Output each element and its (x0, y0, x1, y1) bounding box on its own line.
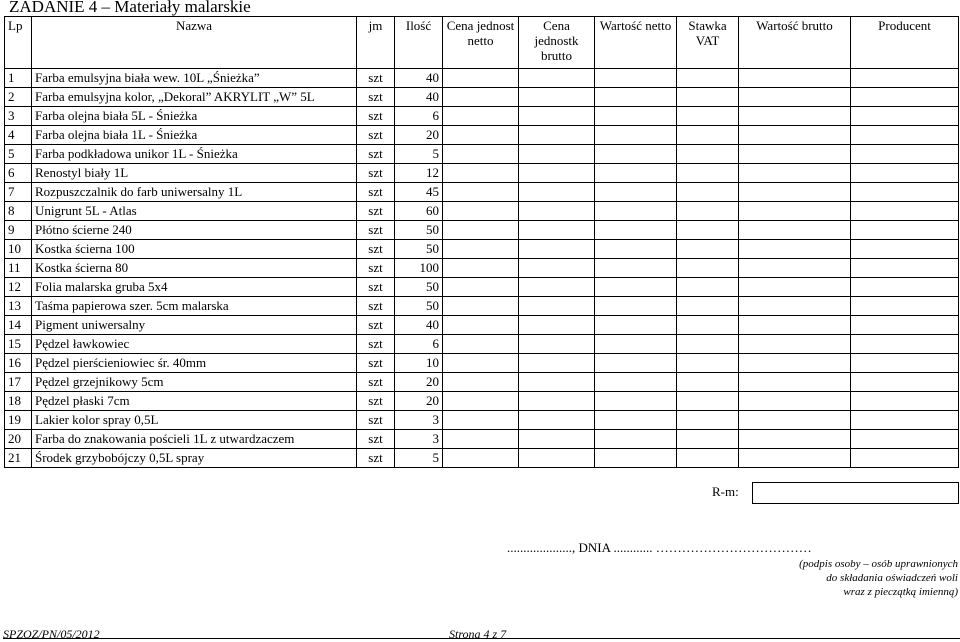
footer-divider (3, 638, 960, 639)
cell-value-gross (739, 107, 851, 126)
materials-table (4, 16, 959, 468)
cell-unit-price-gross (519, 221, 595, 240)
cell-value-gross (739, 88, 851, 107)
cell-lp: 2 (5, 88, 32, 107)
cell-value-net (595, 430, 677, 449)
cell-producer (851, 183, 959, 202)
signature-date-line (507, 540, 812, 556)
cell-unit-price-net (443, 183, 519, 202)
cell-unit: szt (357, 221, 395, 240)
table-row (5, 88, 959, 107)
cell-unit-price-net (443, 221, 519, 240)
table-row (5, 278, 959, 297)
footer-document-id: SPZOZ/PN/05/2012 (3, 627, 100, 641)
cell-value-net (595, 69, 677, 88)
document-title: ZADANIE 4 – Materiały malarskie (9, 0, 251, 16)
signature-note-line: do składania oświadczeń woli (826, 572, 958, 584)
cell-name: Pędzel płaski 7cm (32, 392, 357, 411)
table-row (5, 240, 959, 259)
cell-name: Płótno ścierne 240 (32, 221, 357, 240)
cell-producer (851, 297, 959, 316)
cell-unit-price-gross (519, 259, 595, 278)
cell-unit-price-net (443, 354, 519, 373)
cell-unit-price-gross (519, 392, 595, 411)
cell-unit-price-net (443, 107, 519, 126)
cell-value-gross (739, 373, 851, 392)
cell-name: Rozpuszczalnik do farb uniwersalny 1L (32, 183, 357, 202)
cell-value-gross (739, 145, 851, 164)
cell-value-net (595, 297, 677, 316)
cell-vat-rate (677, 145, 739, 164)
cell-name: Kostka ścierna 80 (32, 259, 357, 278)
cell-name: Środek grzybobójczy 0,5L spray (32, 449, 357, 468)
cell-unit-price-net (443, 69, 519, 88)
cell-value-net (595, 221, 677, 240)
cell-unit-price-gross (519, 240, 595, 259)
cell-name: Taśma papierowa szer. 5cm malarska (32, 297, 357, 316)
cell-value-gross (739, 202, 851, 221)
header-name: Nazwa (32, 17, 357, 69)
cell-qty: 40 (395, 316, 443, 335)
cell-producer (851, 202, 959, 221)
cell-unit-price-gross (519, 145, 595, 164)
cell-unit: szt (357, 430, 395, 449)
cell-producer (851, 278, 959, 297)
cell-name: Pigment uniwersalny (32, 316, 357, 335)
cell-value-gross (739, 221, 851, 240)
cell-unit: szt (357, 259, 395, 278)
cell-vat-rate (677, 240, 739, 259)
cell-unit-price-gross (519, 373, 595, 392)
cell-unit: szt (357, 164, 395, 183)
cell-producer (851, 107, 959, 126)
cell-unit: szt (357, 278, 395, 297)
header-value-net: Wartość netto (595, 17, 677, 69)
cell-vat-rate (677, 164, 739, 183)
cell-value-net (595, 316, 677, 335)
signature-note-line: (podpis osoby – osób uprawnionych (799, 558, 958, 570)
cell-value-gross (739, 297, 851, 316)
cell-value-net (595, 164, 677, 183)
cell-value-net (595, 88, 677, 107)
table-row (5, 126, 959, 145)
cell-unit: szt (357, 145, 395, 164)
cell-qty: 5 (395, 145, 443, 164)
header-vat-rate: Stawka VAT (677, 17, 739, 69)
header-value-gross: Wartość brutto (739, 17, 851, 69)
cell-producer (851, 354, 959, 373)
table-row (5, 183, 959, 202)
cell-qty: 50 (395, 240, 443, 259)
cell-name: Farba emulsyjna biała wew. 10L „Śnieżka” (32, 69, 357, 88)
date-line: ...................., DNIA ............ (507, 540, 653, 555)
cell-value-net (595, 335, 677, 354)
cell-unit-price-gross (519, 164, 595, 183)
cell-value-net (595, 354, 677, 373)
header-qty: Ilość (395, 17, 443, 69)
cell-qty: 5 (395, 449, 443, 468)
cell-value-net (595, 278, 677, 297)
cell-value-net (595, 183, 677, 202)
cell-name: Farba emulsyjna kolor, „Dekoral” AKRYLIT „W” 5L (32, 88, 357, 107)
cell-lp: 18 (5, 392, 32, 411)
cell-unit: szt (357, 126, 395, 145)
cell-vat-rate (677, 316, 739, 335)
cell-qty: 20 (395, 126, 443, 145)
cell-qty: 10 (395, 354, 443, 373)
cell-vat-rate (677, 88, 739, 107)
table-row (5, 392, 959, 411)
table-row (5, 411, 959, 430)
cell-qty: 50 (395, 297, 443, 316)
cell-vat-rate (677, 278, 739, 297)
cell-name: Pędzel grzejnikowy 5cm (32, 373, 357, 392)
cell-producer (851, 373, 959, 392)
cell-qty: 50 (395, 278, 443, 297)
cell-unit-price-gross (519, 183, 595, 202)
cell-qty: 40 (395, 88, 443, 107)
table-row (5, 316, 959, 335)
cell-value-gross (739, 430, 851, 449)
cell-qty: 40 (395, 69, 443, 88)
cell-lp: 3 (5, 107, 32, 126)
table-row (5, 297, 959, 316)
cell-unit: szt (357, 335, 395, 354)
cell-producer (851, 392, 959, 411)
cell-unit-price-net (443, 373, 519, 392)
cell-qty: 100 (395, 259, 443, 278)
table-row (5, 430, 959, 449)
table-row (5, 164, 959, 183)
cell-unit-price-net (443, 202, 519, 221)
cell-name: Pędzel ławkowiec (32, 335, 357, 354)
cell-vat-rate (677, 69, 739, 88)
cell-value-gross (739, 354, 851, 373)
cell-unit-price-net (443, 145, 519, 164)
cell-value-net (595, 107, 677, 126)
cell-lp: 9 (5, 221, 32, 240)
cell-lp: 16 (5, 354, 32, 373)
cell-lp: 1 (5, 69, 32, 88)
cell-value-gross (739, 449, 851, 468)
cell-lp: 13 (5, 297, 32, 316)
cell-producer (851, 164, 959, 183)
cell-value-net (595, 126, 677, 145)
cell-lp: 20 (5, 430, 32, 449)
cell-qty: 6 (395, 335, 443, 354)
cell-lp: 21 (5, 449, 32, 468)
cell-value-gross (739, 240, 851, 259)
table-row (5, 373, 959, 392)
cell-value-gross (739, 164, 851, 183)
cell-unit-price-gross (519, 316, 595, 335)
cell-lp: 19 (5, 411, 32, 430)
cell-producer (851, 335, 959, 354)
cell-name: Kostka ścierna 100 (32, 240, 357, 259)
cell-producer (851, 449, 959, 468)
cell-lp: 17 (5, 373, 32, 392)
cell-vat-rate (677, 335, 739, 354)
cell-value-net (595, 145, 677, 164)
cell-producer (851, 316, 959, 335)
cell-producer (851, 126, 959, 145)
cell-qty: 20 (395, 392, 443, 411)
cell-name: Farba do znakowania pościeli 1L z utwardzaczem (32, 430, 357, 449)
cell-unit-price-net (443, 392, 519, 411)
cell-unit-price-net (443, 164, 519, 183)
cell-lp: 15 (5, 335, 32, 354)
cell-value-net (595, 392, 677, 411)
cell-unit-price-net (443, 430, 519, 449)
header-lp: Lp (5, 17, 32, 69)
cell-value-net (595, 259, 677, 278)
cell-producer (851, 69, 959, 88)
cell-qty: 6 (395, 107, 443, 126)
table-row (5, 145, 959, 164)
cell-name: Farba olejna biała 1L - Śnieżka (32, 126, 357, 145)
cell-lp: 7 (5, 183, 32, 202)
cell-name: Folia malarska gruba 5x4 (32, 278, 357, 297)
cell-unit-price-gross (519, 430, 595, 449)
cell-vat-rate (677, 449, 739, 468)
cell-lp: 12 (5, 278, 32, 297)
cell-qty: 50 (395, 221, 443, 240)
cell-producer (851, 221, 959, 240)
cell-producer (851, 259, 959, 278)
cell-vat-rate (677, 183, 739, 202)
cell-vat-rate (677, 126, 739, 145)
cell-value-gross (739, 259, 851, 278)
cell-unit-price-net (443, 411, 519, 430)
table-row (5, 449, 959, 468)
cell-unit-price-net (443, 297, 519, 316)
cell-qty: 60 (395, 202, 443, 221)
cell-value-gross (739, 316, 851, 335)
signature-line: ……………………………… (655, 540, 812, 555)
cell-value-gross (739, 183, 851, 202)
cell-name: Farba olejna biała 5L - Śnieżka (32, 107, 357, 126)
cell-qty: 12 (395, 164, 443, 183)
cell-value-net (595, 411, 677, 430)
cell-unit-price-net (443, 278, 519, 297)
cell-unit: szt (357, 392, 395, 411)
total-value-box (752, 482, 959, 504)
cell-lp: 14 (5, 316, 32, 335)
cell-unit-price-net (443, 240, 519, 259)
footer-page-number: Strona 4 z 7 (449, 627, 507, 641)
cell-unit-price-gross (519, 126, 595, 145)
cell-unit-price-gross (519, 69, 595, 88)
cell-value-net (595, 240, 677, 259)
cell-unit: szt (357, 354, 395, 373)
cell-qty: 3 (395, 430, 443, 449)
cell-value-gross (739, 126, 851, 145)
signature-note (799, 557, 958, 599)
cell-unit-price-gross (519, 449, 595, 468)
table-row (5, 259, 959, 278)
cell-producer (851, 411, 959, 430)
cell-unit-price-gross (519, 202, 595, 221)
header-unit-price-net: Cena jednost netto (443, 17, 519, 69)
cell-unit-price-net (443, 335, 519, 354)
cell-name: Unigrunt 5L - Atlas (32, 202, 357, 221)
table-row (5, 69, 959, 88)
cell-producer (851, 240, 959, 259)
cell-lp: 8 (5, 202, 32, 221)
cell-unit-price-gross (519, 411, 595, 430)
cell-qty: 45 (395, 183, 443, 202)
cell-unit: szt (357, 183, 395, 202)
cell-unit: szt (357, 107, 395, 126)
cell-lp: 5 (5, 145, 32, 164)
cell-vat-rate (677, 392, 739, 411)
cell-vat-rate (677, 107, 739, 126)
cell-value-gross (739, 392, 851, 411)
cell-unit-price-gross (519, 278, 595, 297)
cell-value-gross (739, 335, 851, 354)
cell-unit: szt (357, 240, 395, 259)
cell-unit: szt (357, 449, 395, 468)
cell-unit: szt (357, 316, 395, 335)
table-row (5, 354, 959, 373)
cell-lp: 6 (5, 164, 32, 183)
cell-unit-price-gross (519, 297, 595, 316)
cell-vat-rate (677, 411, 739, 430)
table-row (5, 107, 959, 126)
cell-vat-rate (677, 297, 739, 316)
cell-qty: 20 (395, 373, 443, 392)
cell-vat-rate (677, 354, 739, 373)
cell-unit-price-gross (519, 335, 595, 354)
signature-note-line: wraz z pieczątką imienną) (843, 586, 958, 598)
cell-unit-price-gross (519, 354, 595, 373)
total-label: R-m: (712, 484, 739, 499)
cell-lp: 11 (5, 259, 32, 278)
cell-unit-price-gross (519, 107, 595, 126)
header-producer: Producent (851, 17, 959, 69)
cell-producer (851, 145, 959, 164)
cell-unit-price-net (443, 316, 519, 335)
cell-vat-rate (677, 373, 739, 392)
cell-lp: 10 (5, 240, 32, 259)
cell-unit-price-net (443, 126, 519, 145)
cell-value-gross (739, 411, 851, 430)
cell-vat-rate (677, 221, 739, 240)
cell-value-gross (739, 69, 851, 88)
header-unit-price-gross: Cena jednostk brutto (519, 17, 595, 69)
cell-unit: szt (357, 411, 395, 430)
cell-name: Lakier kolor spray 0,5L (32, 411, 357, 430)
cell-unit-price-net (443, 259, 519, 278)
cell-unit: szt (357, 202, 395, 221)
cell-name: Pędzel pierścieniowiec śr. 40mm (32, 354, 357, 373)
table-row (5, 202, 959, 221)
cell-value-gross (739, 278, 851, 297)
cell-value-net (595, 449, 677, 468)
table-header-row (5, 17, 959, 69)
table-row (5, 221, 959, 240)
cell-lp: 4 (5, 126, 32, 145)
cell-unit: szt (357, 297, 395, 316)
cell-unit-price-net (443, 88, 519, 107)
cell-name: Renostyl biały 1L (32, 164, 357, 183)
cell-value-net (595, 373, 677, 392)
cell-qty: 3 (395, 411, 443, 430)
cell-producer (851, 88, 959, 107)
cell-vat-rate (677, 202, 739, 221)
cell-value-net (595, 202, 677, 221)
cell-unit: szt (357, 373, 395, 392)
cell-vat-rate (677, 259, 739, 278)
cell-unit-price-net (443, 449, 519, 468)
table-row (5, 335, 959, 354)
cell-vat-rate (677, 430, 739, 449)
header-unit: jm (357, 17, 395, 69)
cell-unit: szt (357, 88, 395, 107)
cell-unit: szt (357, 69, 395, 88)
cell-producer (851, 430, 959, 449)
cell-name: Farba podkładowa unikor 1L - Śnieżka (32, 145, 357, 164)
cell-unit-price-gross (519, 88, 595, 107)
